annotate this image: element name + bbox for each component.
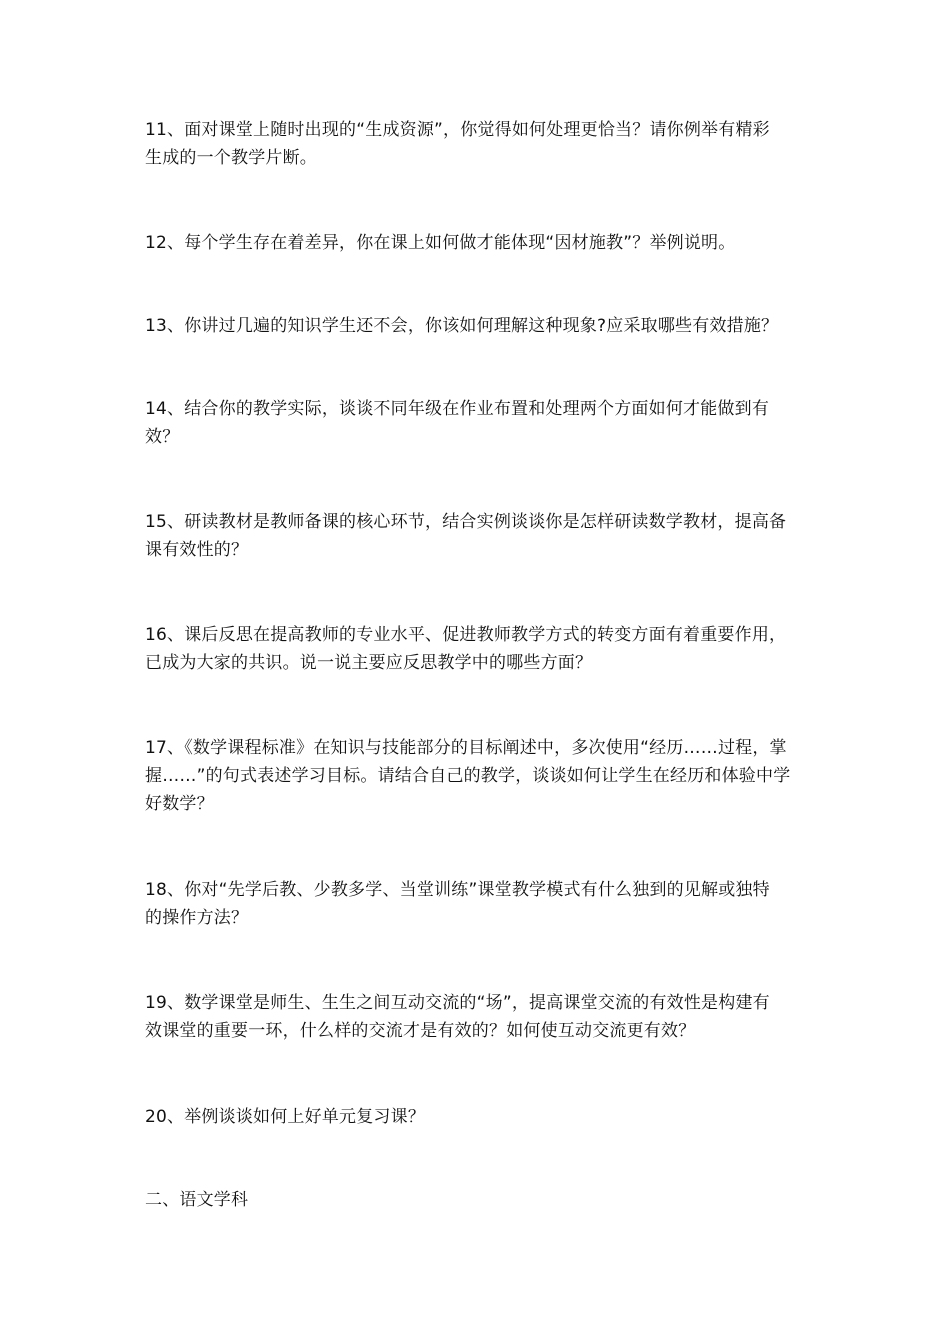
question-line: 12、每个学生存在着差异，你在课上如何做才能体现“因材施教”？举例说明。 bbox=[145, 233, 736, 253]
question-line: 课有效性的？ bbox=[145, 540, 249, 560]
question-17 bbox=[145, 734, 810, 818]
question-12 bbox=[145, 229, 810, 257]
question-line: 15、研读教材是教师备课的核心环节，结合实例谈谈你是怎样研读数学教材，提高备 bbox=[145, 512, 787, 532]
question-11 bbox=[145, 116, 810, 172]
question-line: 19、数学课堂是师生、生生之间互动交流的“场”，提高课堂交流的有效性是构建有 bbox=[145, 993, 770, 1013]
question-line: 18、你对“先学后教、少教多学、当堂训练”课堂教学模式有什么独到的见解或独特 bbox=[145, 880, 770, 900]
question-15 bbox=[145, 508, 810, 564]
question-line: 11、面对课堂上随时出现的“生成资源”，你觉得如何处理更恰当？请你例举有精彩 bbox=[145, 120, 770, 140]
question-19 bbox=[145, 989, 810, 1045]
question-line: 效？ bbox=[145, 427, 180, 447]
section-heading bbox=[145, 1186, 810, 1214]
question-line: 好数学？ bbox=[145, 794, 214, 814]
question-18 bbox=[145, 876, 810, 932]
section-heading-text: 二、语文学科 bbox=[145, 1190, 249, 1210]
question-20 bbox=[145, 1103, 810, 1131]
question-line: 握……”的句式表述学习目标。请结合自己的教学，谈谈如何让学生在经历和体验中学 bbox=[145, 766, 791, 786]
question-line: 效课堂的重要一环，什么样的交流才是有效的？如何使互动交流更有效？ bbox=[145, 1021, 696, 1041]
question-line: 生成的一个教学片断。 bbox=[145, 148, 317, 168]
question-13 bbox=[145, 312, 810, 340]
question-14 bbox=[145, 395, 810, 451]
question-line: 16、课后反思在提高教师的专业水平、促进教师教学方式的转变方面有着重要作用， bbox=[145, 625, 787, 645]
question-line: 14、结合你的教学实际，谈谈不同年级在作业布置和处理两个方面如何才能做到有 bbox=[145, 399, 770, 419]
question-line: 已成为大家的共识。说一说主要应反思教学中的哪些方面？ bbox=[145, 653, 593, 673]
question-16 bbox=[145, 621, 810, 677]
question-line: 13、你讲过几遍的知识学生还不会，你该如何理解这种现象?应采取哪些有效措施？ bbox=[145, 316, 779, 336]
question-line: 20、举例谈谈如何上好单元复习课？ bbox=[145, 1107, 426, 1127]
question-line: 的操作方法？ bbox=[145, 908, 249, 928]
question-line: 17、《数学课程标准》在知识与技能部分的目标阐述中，多次使用“经历……过程，掌 bbox=[145, 738, 787, 758]
